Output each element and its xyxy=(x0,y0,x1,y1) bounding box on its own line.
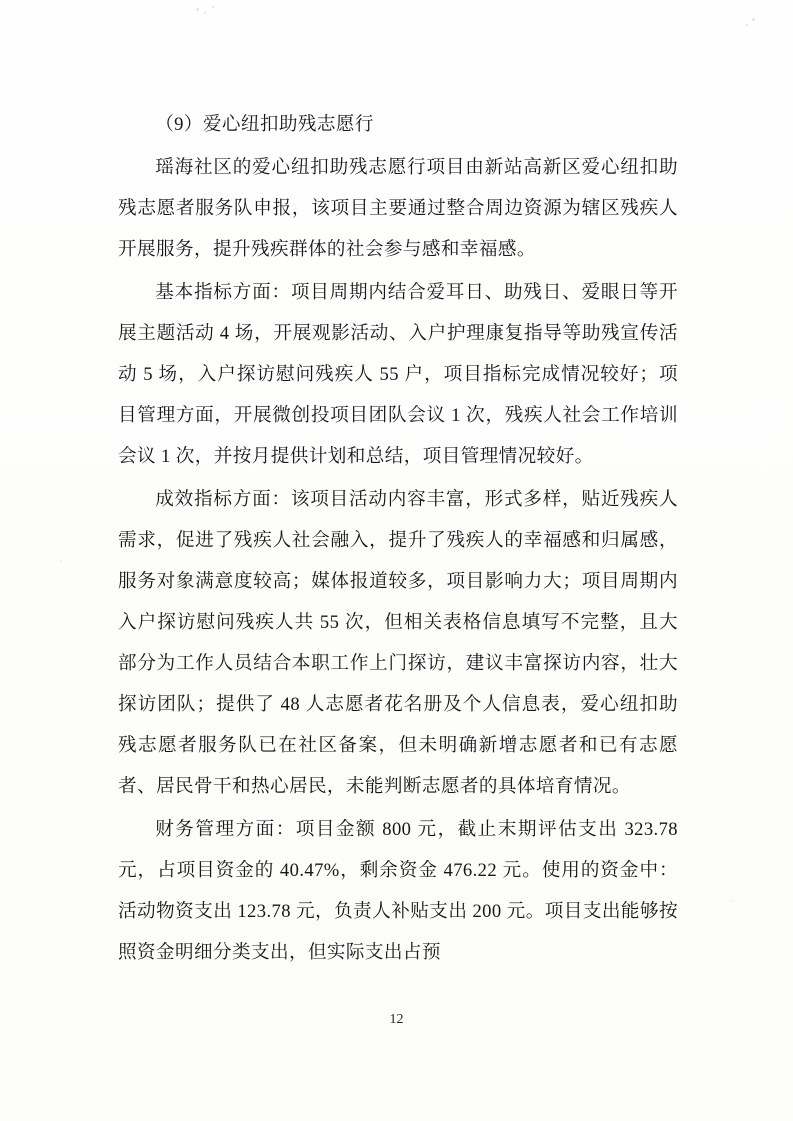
paragraph-financial-management: 财务管理方面：项目金额 800 元，截止末期评估支出 323.78 元，占项目资金的 40.47%，剩余资金 476.22 元。使用的资金中：活动物资支出 123.78 元，负责人补贴支出 200 元。项目支出能够按照资金明细分类支出，但实际支出占预 xyxy=(118,819,678,963)
paragraph-basic-indicators: 基本指标方面：项目周期内结合爱耳日、助残日、爱眼日等开展主题活动 4 场，开展观影活动、入户护理康复指导等助残宣传活动 5 场，入户探访慰问残疾人 55 户，项目指标完成情况较好；项目管理方面，开展微创投项目团队会议 1 次，残疾人社会工作培训会议 1 次，并按月提供计划和总结，项目管理情况较好。 xyxy=(118,282,678,467)
scan-speck-icon xyxy=(60,560,62,562)
document-body xyxy=(118,104,678,975)
scan-speck-icon xyxy=(204,12,206,14)
scan-speck-icon xyxy=(746,24,748,26)
paragraph-effectiveness-indicators: 成效指标方面：该项目活动内容丰富，形式多样，贴近残疾人需求，促进了残疾人社会融入，提升了残疾人的幸福感和归属感，服务对象满意度较高；媒体报道较多，项目影响力大；项目周期内入户探访慰问残疾人共 55 次，但相关表格信息填写不完整，且大部分为工作人员结合本职工作上门探访，建议丰富探访内容，壮大探访团队；提供了 48 人志愿者花名册及个人信息表，爱心纽扣助残志愿者服务队已在社区备案，但未明确新增志愿者和已有志愿者、居民骨干和热心居民，未能判断志愿者的具体培育情况。 xyxy=(118,489,678,797)
scan-speck-icon xyxy=(196,8,199,11)
scan-speck-icon xyxy=(752,18,755,21)
scan-speck-icon xyxy=(730,900,732,902)
paragraph-project-overview: 瑶海社区的爱心纽扣助残志愿行项目由新站高新区爱心纽扣助残志愿者服务队申报，该项目主要通过整合周边资源为辖区残疾人开展服务，提升残疾群体的社会参与感和幸福感。 xyxy=(118,157,678,260)
page-number: 12 xyxy=(389,1012,404,1027)
paragraph-section-heading: （9）爱心纽扣助残志愿行 xyxy=(155,114,374,135)
scan-speck-icon xyxy=(212,6,214,8)
